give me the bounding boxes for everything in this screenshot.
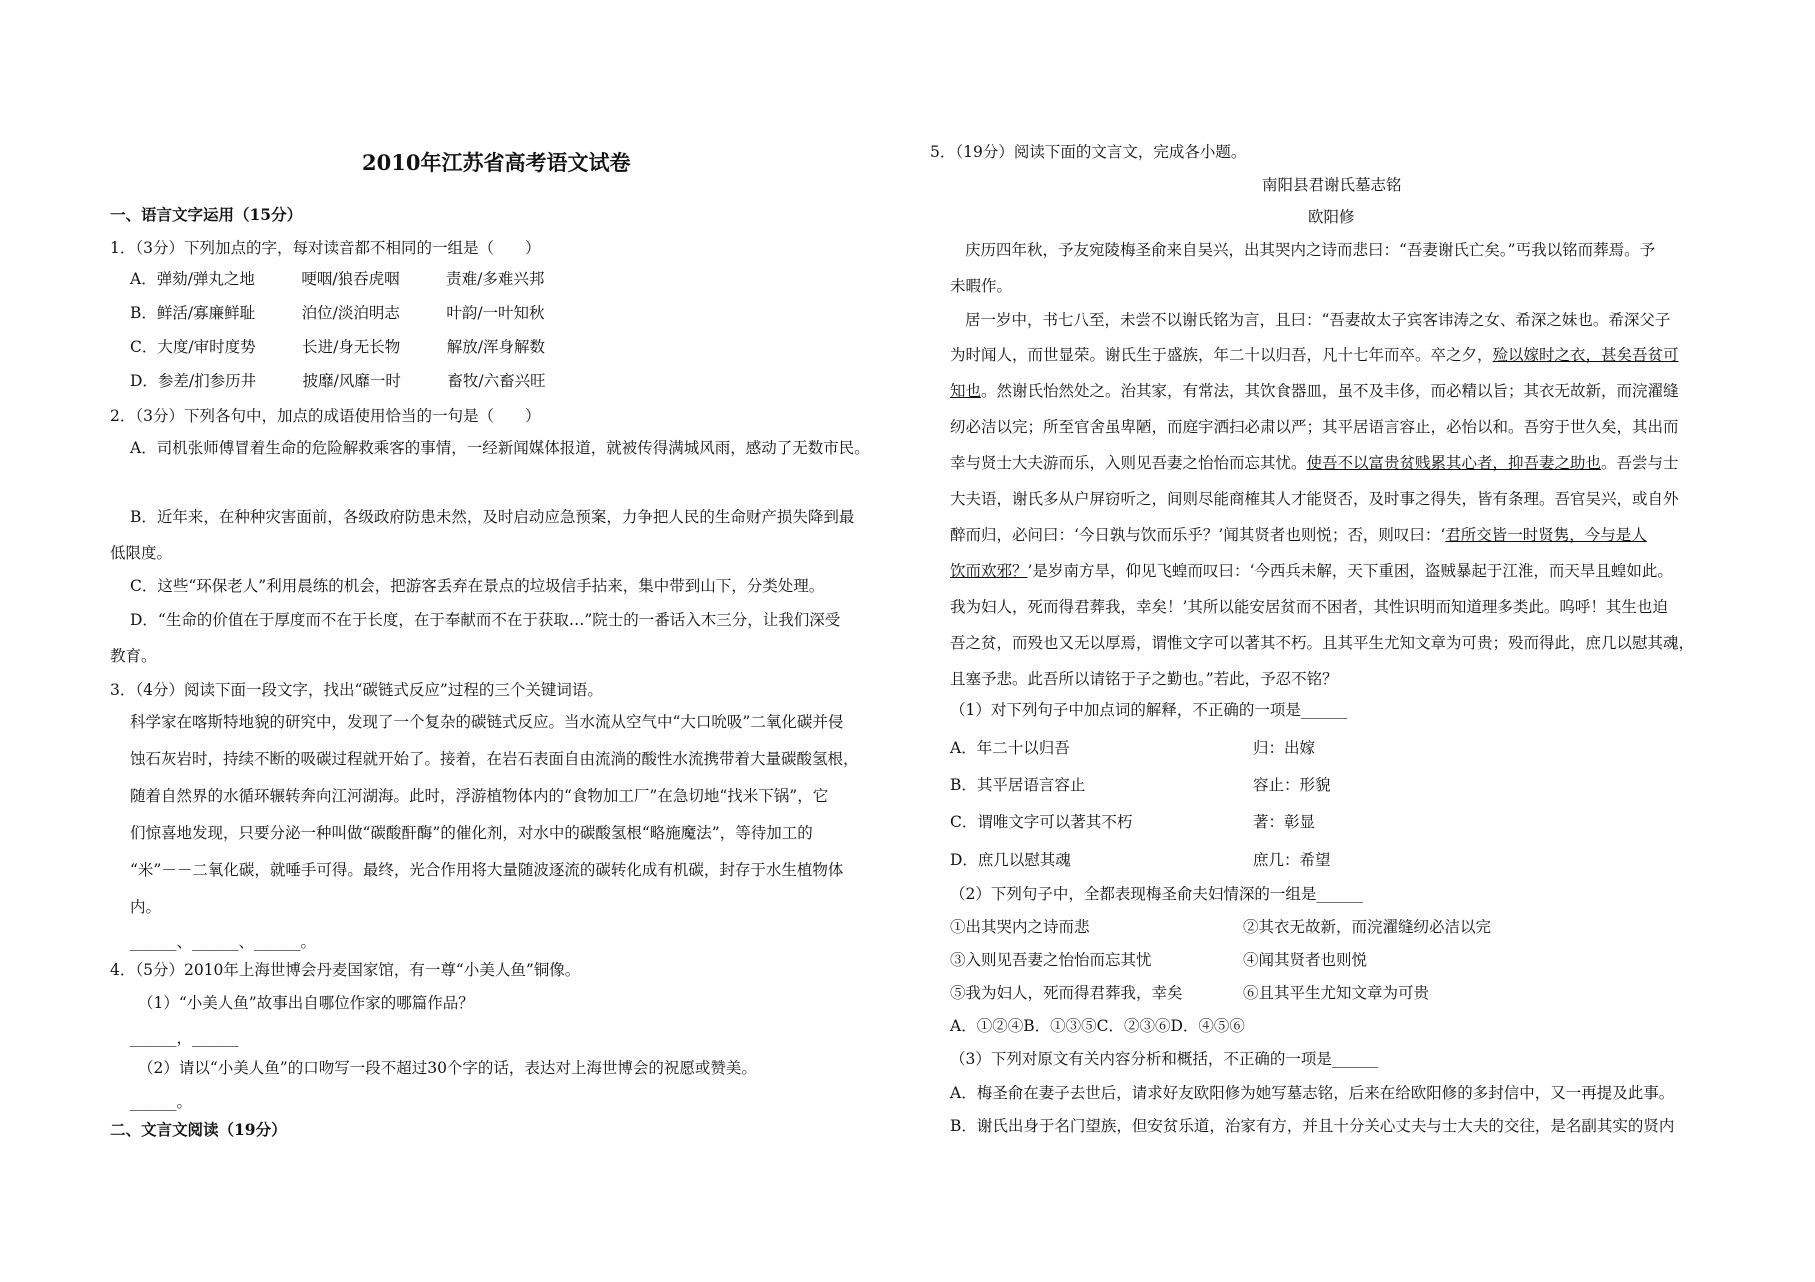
q4-subq1: （1）“小美人鱼”故事出自哪位作家的哪篇作品？ — [138, 994, 474, 1012]
q1-option-d: D．参差/扪参历井 披靡/风靡一时 畜牧/六畜兴旺 — [130, 372, 546, 390]
passage-author: 欧阳修 — [1308, 208, 1355, 226]
underlined-sentence-1b: 知也 — [950, 382, 982, 400]
subq2-stem: （2）下列句子中，全都表现梅圣俞夫妇情深的一组是______ — [950, 885, 1363, 903]
q3-passage-line4: 们惊喜地发现，只要分泌一种叫做“碳酸酐酶”的催化剂，对水中的碳酸氢根“略施魔法”，等待加工的 — [130, 824, 813, 842]
subq1-option-a-gloss: 归：出嫁 — [1253, 739, 1316, 757]
passage-line-9: 醉而归，必问曰：‘今日孰与饮而乐乎？’闻其贤者也则悦；否，则叹曰：‘君所交皆一时贤隽，今与是人 — [950, 526, 1647, 544]
q2-option-c: C．这些“环保老人”利用晨练的机会，把游客丢弃在景点的垃圾信手拈来，集中带到山下，分类处理。 — [130, 577, 825, 595]
q1-option-a: A．弹劾/弹丸之地 哽咽/狼吞虎咽 责难/多难兴邦 — [130, 270, 545, 288]
passage-line-6: 纫必洁以完；所至官舍虽卑陋，而庭宇洒扫必肃以严；其平居语言容止，必怡以和。吾穷于世久矣，其出而 — [950, 418, 1679, 436]
subq3-stem: （3）下列对原文有关内容分析和概括，不正确的一项是______ — [950, 1050, 1379, 1068]
subq3-option-b: B．谢氏出身于名门望族，但安贫乐道，治家有方，并且十分关心丈夫与士大夫的交往，是名副其实的贤内 — [950, 1117, 1675, 1135]
q2-option-d-line1: D．“生命的价值在于厚度而不在于长度，在于奉献而不在于获取…”院士的一番话入木三分，让我们深受 — [130, 611, 841, 629]
passage-line-13: 且塞予悲。此吾所以请铭于子之勤也。”若此，予忍不铭？ — [950, 670, 1338, 688]
q1-stem: 1．（3分）下列加点的字，每对读音都不相同的一组是（ ） — [110, 239, 541, 257]
subq2-item-5: ⑤我为妇人，死而得君葬我，幸矣 — [950, 984, 1183, 1002]
q3-passage-line1: 科学家在喀斯特地貌的研究中，发现了一个复杂的碳链式反应。当水流从空气中“大口吮吸”二氧化碳并侵 — [130, 713, 844, 731]
passage-line-5: 知也。然谢氏怡然处之。治其家，有常法，其饮食器皿，虽不及丰侈，而必精以旨；其衣无故新，而浣濯缝 — [950, 382, 1679, 400]
underlined-sentence-2: 使吾不以富贵贫贱累其心者，抑吾妻之助也 — [1306, 454, 1602, 472]
q3-answer-blank: ______、______、______。 — [130, 933, 317, 951]
passage-line-12: 吾之贫，而殁也又无以厚焉，谓惟文字可以著其不朽。且其平生尤知文章为可贵；殁而得此，庶几以慰其魂， — [950, 634, 1695, 652]
q1-option-b: B．鲜活/寡廉鲜耻 泊位/淡泊明志 叶韵/一叶知秋 — [130, 304, 545, 322]
passage-title: 南阳县君谢氏墓志铭 — [1262, 176, 1402, 194]
page-title: 2010年江苏省高考语文试卷 — [362, 150, 631, 175]
subq1-stem: （1）对下列句子中加点词的解释，不正确的一项是______ — [950, 701, 1348, 719]
passage-line-3: 居一岁中，书七八至，未尝不以谢氏铭为言，且曰：“吾妻故太子宾客讳涛之女、希深之妹也。希深父子 — [965, 311, 1671, 329]
passage-line-4: 为时闻人，而世显荣。谢氏生于盛族，年二十以归吾，凡十七年而卒。卒之夕，殓以嫁时之衣，甚矣吾贫可 — [950, 346, 1679, 364]
q2-stem: 2．（3分）下列各句中，加点的成语使用恰当的一句是（ ） — [110, 407, 541, 425]
subq1-option-c-gloss: 著：彰显 — [1253, 813, 1316, 831]
subq2-item-2: ②其衣无故新，而浣濯缝纫必洁以完 — [1243, 918, 1492, 936]
subq1-option-d: D．庶几以慰其魂 — [950, 851, 1071, 869]
subq1-option-a: A．年二十以归吾 — [950, 739, 1070, 757]
q3-passage-line2: 蚀石灰岩时，持续不断的吸碳过程就开始了。接着，在岩石表面自由流淌的酸性水流携带着大量碳酸氢根， — [130, 750, 859, 768]
subq2-item-6: ⑥且其平生尤知文章为可贵 — [1243, 984, 1430, 1002]
q5-stem: 5．（19分）阅读下面的文言文，完成各小题。 — [930, 143, 1247, 161]
subq2-item-1: ①出其哭内之诗而悲 — [950, 918, 1090, 936]
passage-line-2: 未暇作。 — [950, 277, 1013, 295]
passage-line-1: 庆历四年秋，予友宛陵梅圣俞来自吴兴，出其哭内之诗而悲曰：“吾妻谢氏亡矣。”丐我以铭而葬焉。予 — [965, 241, 1656, 259]
q4-answer-blank-2: ______。 — [130, 1093, 193, 1111]
subq1-option-b-gloss: 容止：形貌 — [1253, 776, 1331, 794]
subq2-item-4: ④闻其贤者也则悦 — [1243, 951, 1368, 969]
passage-line-11: 我为妇人，死而得君葬我，幸矣！’其所以能安居贫而不困者，其性识明而知道理多类此。呜呼！其生也迫 — [950, 598, 1668, 616]
subq2-item-3: ③入则见吾妻之怡怡而忘其忧 — [950, 951, 1152, 969]
underlined-sentence-3b: 饮而欢邪？ — [950, 562, 1028, 580]
subq1-option-d-gloss: 庶几：希望 — [1253, 851, 1331, 869]
q3-passage-line3: 随着自然界的水循环辗转奔向江河湖海。此时，浮游植物体内的“食物加工厂”在急切地“找米下锅”，它 — [130, 787, 829, 805]
q4-stem: 4．（5分）2010年上海世博会丹麦国家馆，有一尊“小美人鱼”铜像。 — [110, 961, 581, 979]
underlined-sentence-3a: 君所交皆一时贤隽，今与是人 — [1445, 526, 1647, 544]
subq2-answer-options: A．①②④B．①③⑤C．②③⑥D．④⑤⑥ — [950, 1017, 1245, 1035]
passage-line-7: 幸与贤士大夫游而乐，入则见吾妻之怡怡而忘其忧。使吾不以富贵贫贱累其心者，抑吾妻之助也。吾尝与士 — [950, 454, 1679, 472]
subq3-option-a: A．梅圣俞在妻子去世后，请求好友欧阳修为她写墓志铭，后来在给欧阳修的多封信中，又一再提及此事。 — [950, 1084, 1675, 1102]
subq1-option-c: C．谓唯文字可以著其不朽 — [950, 813, 1133, 831]
q3-passage-line5: “米”－－二氧化碳，就唾手可得。最终，光合作用将大量随波逐流的碳转化成有机碳，封存于水生植物体 — [130, 861, 844, 879]
q4-answer-blank-1: ______，______ — [130, 1029, 239, 1047]
q2-option-a: A．司机张师傅冒着生命的危险解救乘客的事情，一经新闻媒体报道，就被传得满城风雨，感动了无数市民。 — [130, 439, 870, 457]
passage-line-10: 饮而欢邪？’是岁南方旱，仰见飞蝗而叹曰：‘今西兵未解，天下重困，盗贼暴起于江淮，而天旱且蝗如此。 — [950, 562, 1673, 580]
q2-option-b-line2: 低限度。 — [110, 544, 173, 562]
q3-passage-line6: 内。 — [130, 898, 162, 916]
section-2-heading: 二、文言文阅读（19分） — [110, 1120, 287, 1139]
underlined-sentence-1a: 殓以嫁时之衣，甚矣吾贫可 — [1492, 346, 1679, 364]
q4-subq2: （2）请以“小美人鱼”的口吻写一段不超过30个字的话，表达对上海世博会的祝愿或赞美。 — [138, 1059, 757, 1077]
subq1-option-b: B．其平居语言容止 — [950, 776, 1086, 794]
q2-option-b-line1: B．近年来，在种种灾害面前，各级政府防患未然，及时启动应急预案，力争把人民的生命财产损失降到最 — [130, 508, 855, 526]
passage-line-8: 大夫语，谢氏多从户屏窃听之，间则尽能商榷其人才能贤否，及时事之得失，皆有条理。吾官吴兴，或自外 — [950, 490, 1679, 508]
q2-option-d-line2: 教育。 — [110, 647, 157, 665]
q1-option-c: C．大度/审时度势 长进/身无长物 解放/浑身解数 — [130, 338, 546, 356]
q3-stem: 3．（4分）阅读下面一段文字，找出“碳链式反应”过程的三个关键词语。 — [110, 681, 603, 699]
section-1-heading: 一、语言文字运用（15分） — [110, 205, 303, 224]
